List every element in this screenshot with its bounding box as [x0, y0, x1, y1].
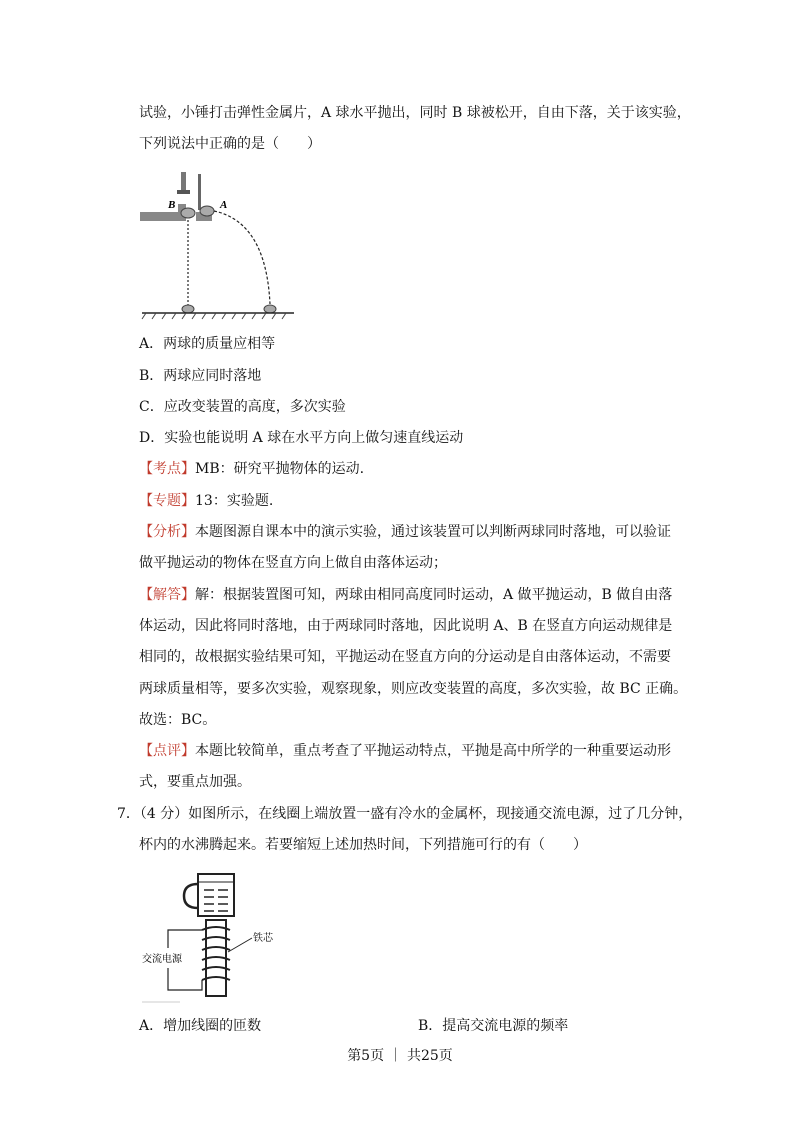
q7-stem-line1: （4 分）如图所示，在线圈上端放置一盛有冷水的金属杯，现接通交流电源，过了几分钟， — [139, 806, 693, 822]
q6-stem-line1: 试验，小锤打击弹性金属片，A 球水平抛出，同时 B 球被松开，自由下落，关于该实验， — [139, 105, 691, 121]
dianping-line1: 本题比较简单，重点考查了平抛运动特点，平抛是高中所学的一种重要运动形 — [195, 743, 671, 759]
projectile-apparatus-figure — [138, 170, 298, 322]
q7-stem-line2: 杯内的水沸腾起来。若要缩短上述加热时间，下列措施可行的有（ ） — [139, 837, 587, 853]
label-ac-source: 交流电源 — [142, 954, 182, 965]
jieda-line5: 故选：BC。 — [139, 712, 217, 728]
q6-option-d: D．实验也能说明 A 球在水平方向上做匀速直线运动 — [139, 430, 464, 446]
label-b: B — [168, 199, 176, 211]
jieda-line2: 体运动，因此将同时落地，由于两球同时落地，因此说明 A、B 在竖直方向运动规律是 — [139, 618, 673, 634]
fenxi-tag: 【分析】 — [139, 524, 195, 540]
zhuanti-text: 13：实验题. — [195, 493, 274, 509]
q6-option-c: C．应改变装置的高度，多次实验 — [139, 399, 346, 415]
q6-option-b: B．两球应同时落地 — [139, 368, 262, 384]
q7-number: 7． — [117, 806, 140, 822]
induction-heating-figure — [140, 868, 275, 1006]
fenxi-line1: 本题图源自课本中的演示实验，通过该装置可以判断两球同时落地，可以验证 — [195, 524, 671, 540]
fenxi-line2: 做平抛运动的物体在竖直方向上做自由落体运动； — [139, 555, 447, 571]
jieda-tag: 【解答】 — [139, 587, 195, 603]
label-a: A — [220, 199, 228, 211]
kaodian-tag: 【考点】 — [139, 461, 195, 477]
dianping-line2: 式，要重点加强。 — [139, 774, 251, 790]
jieda-line1: 解：根据装置图可知，两球由相同高度同时运动，A 做平抛运动，B 做自由落 — [195, 587, 673, 603]
q7-option-b: B．提高交流电源的频率 — [418, 1018, 569, 1034]
jieda-line3: 相同的，故根据实验结果可知，平抛运动在竖直方向的分运动是自由落体运动，不需要 — [139, 649, 671, 665]
q7-option-a: A．增加线圈的匝数 — [139, 1018, 262, 1034]
page-footer: 第5页 ｜ 共25页 — [347, 1048, 453, 1064]
kaodian-text: MB：研究平抛物体的运动. — [195, 461, 365, 477]
q6-stem-line2: 下列说法中正确的是（ ） — [139, 136, 321, 152]
dianping-tag: 【点评】 — [139, 743, 195, 759]
label-iron-core: 铁芯 — [253, 933, 273, 944]
q6-option-a: A．两球的质量应相等 — [139, 336, 276, 352]
jieda-line4: 两球质量相等，要多次实验，观察现象，则应改变装置的高度，多次实验，故 BC 正确。 — [139, 681, 688, 697]
zhuanti-tag: 【专题】 — [139, 493, 195, 509]
